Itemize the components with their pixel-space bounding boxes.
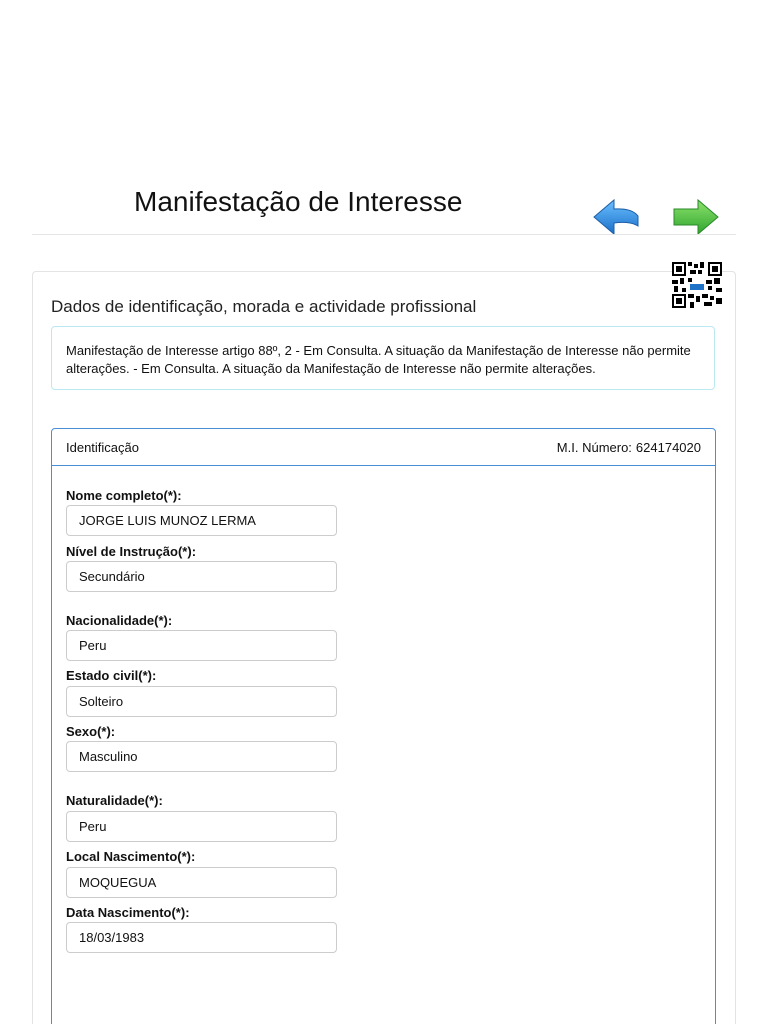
nacionalidade-label: Nacionalidade(*): [66,613,173,628]
alert-text: Manifestação de Interesse artigo 88º, 2 - Em Consulta. A situação da Manifestação de Interesse não permite alterações. - Em Consulta. A situação da Manifestação de Interesse não permite alterações. [66,343,691,376]
mi-number-value: 624174020 [635,439,701,455]
nivel-instrucao-field[interactable]: Secundário [66,561,337,592]
mi-number-group [557,440,701,455]
nome-completo-field[interactable]: JORGE LUIS MUNOZ LERMA [66,505,337,536]
data-nascimento-field[interactable]: 18/03/1983 [66,922,337,953]
back-button[interactable] [592,196,642,238]
nacionalidade-field[interactable]: Peru [66,630,337,661]
naturalidade-field[interactable]: Peru [66,811,337,842]
identification-panel-title: Identificação [66,439,139,455]
qr-code-icon [672,262,722,308]
mi-number-label: M.I. Número: [556,439,632,455]
sexo-label: Sexo(*): [66,724,116,739]
info-alert [51,326,715,390]
local-nascimento-field[interactable]: MOQUEGUA [66,867,337,898]
identification-panel-header [52,429,715,466]
estado-civil-field[interactable]: Solteiro [66,686,337,717]
title-divider [32,234,736,235]
page-title: Manifestação de Interesse [134,186,463,217]
estado-civil-label: Estado civil(*): [66,668,157,683]
sexo-field[interactable]: Masculino [66,741,337,772]
naturalidade-label: Naturalidade(*): [66,793,163,808]
arrow-left-icon [592,196,642,238]
section-heading: Dados de identificação, morada e actividade profissional [51,297,477,316]
local-nascimento-label: Local Nascimento(*): [66,849,196,864]
forward-button[interactable] [670,196,720,238]
nome-completo-label: Nome completo(*): [66,488,182,503]
data-nascimento-label: Data Nascimento(*): [66,905,190,920]
nivel-instrucao-label: Nível de Instrução(*): [66,544,197,559]
arrow-right-icon [670,196,720,238]
